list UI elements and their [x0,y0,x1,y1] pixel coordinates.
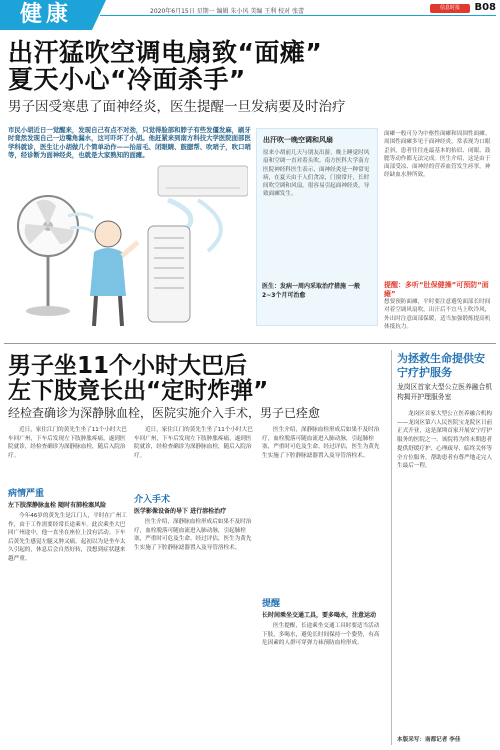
section2-subtitle: 医学影像设备的导下 进行溶栓治疗 [134,508,227,515]
article2-col2-text: 近日，家住江门的黄先生坐了11个小时大巴车回广州，下车后发现左下肢肿胀疼痛，遂到医院就诊，经检查确诊为深静脉血栓，随后入院治疗。 [134,427,253,459]
author-credit: 本版采写：南都记者 李佳 [397,737,461,743]
article1-subtitle: 男子因受寒患了面神经炎，医生提醒一旦发病要及时治疗 [8,99,346,115]
article2-title-line1: 男子坐11个小时大巴后 [8,353,248,379]
tip-title: 提醒：多听“肚保健操”可预防“面瘫” [384,281,489,298]
section1-title: 病情严重 [8,489,45,499]
article1-title-line1: 出汗猛吹空调电扇致“面瘫” [8,38,323,67]
article2-col3-text: 医生介绍，深静脉血栓形成后如果不及时治疗，血栓脱落可随血流进入肺动脉，引起肺栓塞，严重时可危及生命。经过评估，医生为黄先生实施了下腔静脉滤器置入及导管溶栓术。 [262,427,380,459]
section-tab: 健康 [0,0,92,30]
fan-illustration [8,156,248,334]
article2-subtitle: 经检查确诊为深静脉血栓，医院实施介入手术，男子已痊愈 [8,406,321,420]
reminder-subtitle: 长时间乘坐交通工具，要多喝水，注意运动 [262,612,377,619]
tip-text: 想要预防面瘫，平时要注意避免面部长时间对着空调风扇吹，出汗后不宜马上吹冷风，外出时注意面部保暖，适当加强锻炼提高机体抵抗力。 [384,299,491,330]
reminder-text: 医生提醒，长途乘坐交通工具时要适当活动下肢，多喝水，避免长时间保持一个姿势，有高危因素的人群可穿弹力袜预防血栓形成。 [262,623,380,647]
section2-title: 介入手术 [134,495,171,505]
section2-text: 医生介绍，深静脉血栓形成后如果不及时治疗，血栓脱落可随血流进入肺动脉，引起肺栓塞，严重时可危及生命。经过评估，医生为黄先生实施了下腔静脉滤器置入及导管溶栓术。 [134,519,252,551]
article1-right-column: 面瘫一般可分为中枢性面瘫和周围性面瘫。周围性面瘫多见于面神经炎，常表现为口眼歪斜，患者往往连最基本的抬眉、闭眼、鼓腮等动作都无法完成。医生介绍，这是由于面部受凉、面神经的营养血管发生痉挛，神经缺血水肿所致。 [384,131,491,179]
article1-lead: 市民小胡近日一觉醒来，发现自己有点不对劲，只觉得脸部和脖子有些发僵发麻，刷牙时竟然发现自己一边嘴角漏水，这可吓坏了小胡。他赶紧来到南方科技大学医院面部医学科就诊，医生让小胡做几个简单动作——抬眉毛、闭眼睛、鼓腮帮、吹哨子，吹口哨等，经诊断为面神经炎，也就是大家熟知的面瘫。 [8,126,251,160]
page-number: B08 [474,2,496,13]
column-divider [391,350,392,745]
masthead: 2020年6月15日 星期一 编辑 朱小风 美编 王利 校对 张蕾 [150,8,305,15]
article-divider [4,343,496,344]
sidebar-subheading: 医生：发病一周内采取治疗措施 一般2~3个月可治愈 [262,283,361,299]
right-article-title: 为拯救生命提供安宁疗护服务 [397,352,485,379]
article2-title-line2: 左下肢竟长出“定时炸弹” [8,378,269,404]
section1-text: 今年46岁的黄先生是江门人，平时在广州工作，由于工作需要经常长途乘车。此次乘坐大巴回广州途中，他一直坐在座位上没有活动。下车后黄先生感觉左腿又肿又痛，起初以为是坐车太久引起的，休息后会自然好转，没想到症状越来越严重。 [8,513,127,562]
article2-intro: 近日，家住江门的黄先生坐了11个小时大巴车回广州，下车后发现左下肢肿胀疼痛，遂到医院就诊，经检查确诊为深静脉血栓，随后入院治疗。 [8,427,127,459]
sidebar-text: 原来小胡前几天与朋友出游，晚上睡觉时风扇和空调一直对着头吹。南方医科大学南方医院神经科医生表示，面神经炎是一种常见病，在夏天由于人们贪凉，门窗常开，长时间吹空调和风扇，很容易引起面神经炎，导致面瘫发生。 [263,150,370,198]
right-article-text: 龙岗区首家大型公立医养融合机构——龙岗区第六人民医院宝龙院区日前正式开业，这是深圳首家开展安宁疗护服务的医院之一。该院将为终末期患者提供舒缓疗护、心理疏导、临终关怀等全方位服务，帮助患者有尊严地走完人生最后一程。 [397,411,493,470]
header-rule [100,15,496,16]
sidebar-title: 出汗吹一晚空调和风扇 [263,136,333,144]
right-article-subtitle: 龙岗区首家大型公立医养融合机构揭开护理服务室 [397,383,493,401]
section1-subtitle: 左下肢深静脉血栓 随时有肺栓塞风险 [8,502,107,509]
article1-title-line2: 夏天小心“冷面杀手” [8,65,246,94]
masthead-badge: 信息时报 [430,4,470,13]
reminder-title: 提醒 [262,599,281,609]
page-header [0,0,500,30]
